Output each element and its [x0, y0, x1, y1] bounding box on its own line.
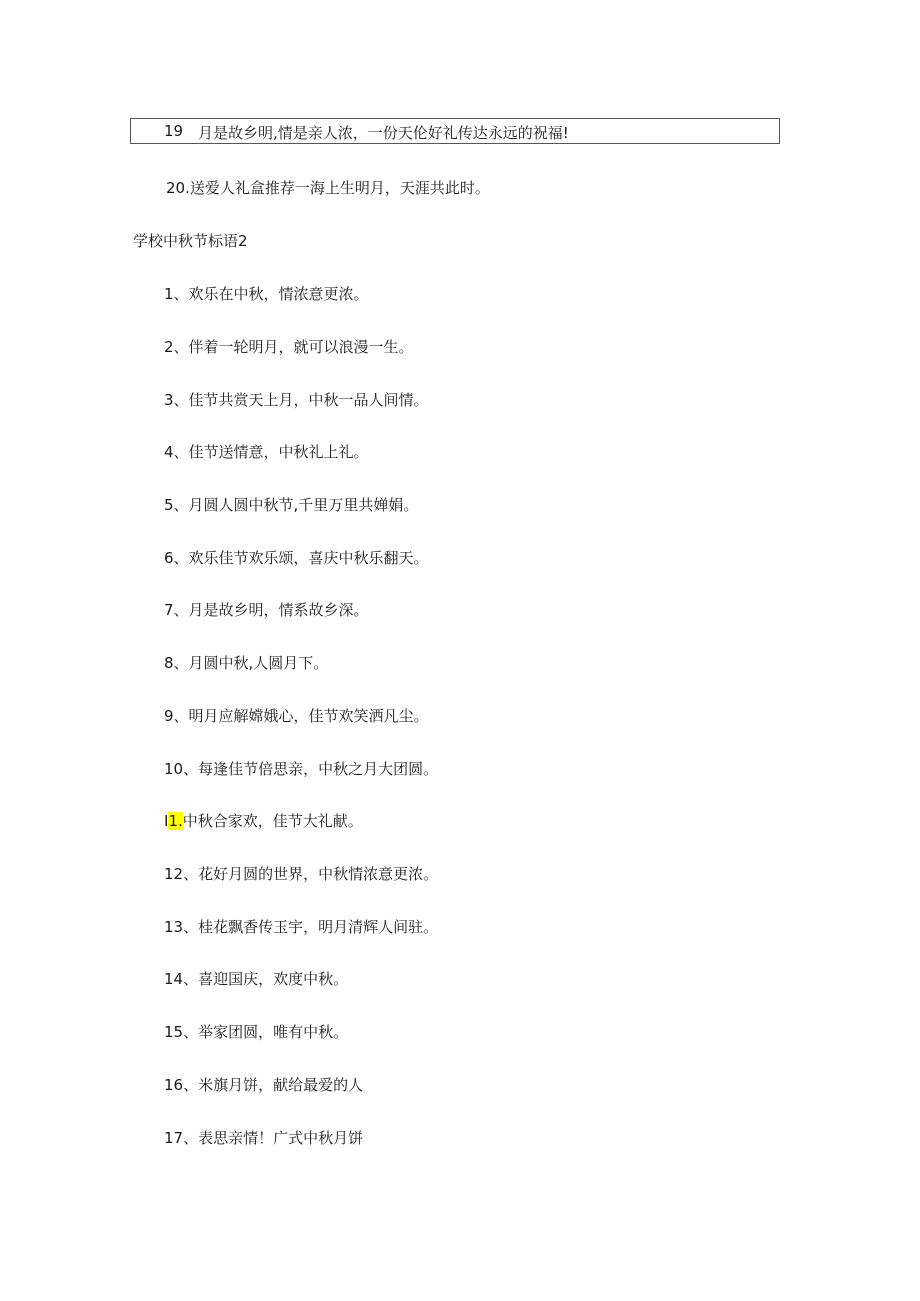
slogan-4: 4、佳节送情意，中秋礼上礼。 [164, 443, 369, 461]
slogan-20: 20.送爱人礼盒推荐一海上生明月，天涯共此时。 [166, 179, 490, 197]
boxed-slogan-19 [130, 118, 780, 144]
slogan-3: 3、佳节共赏天上月，中秋一品人间情。 [164, 391, 429, 409]
section-heading: 学校中秋节标语2 [133, 232, 248, 250]
item-text: 中秋合家欢，佳节大礼献。 [182, 812, 363, 830]
item-text: 月是故乡明,情是亲人浓，一份天伦好礼传达永远的祝福! [198, 124, 569, 142]
slogan-2: 2、伴着一轮明月，就可以浪漫一生。 [164, 338, 414, 356]
slogan-6: 6、欢乐佳节欢乐颂，喜庆中秋乐翻天。 [164, 549, 429, 567]
slogan-1: 1、欢乐在中秋，情浓意更浓。 [164, 285, 369, 303]
slogan-15: 15、举家团圆，唯有中秋。 [164, 1023, 349, 1041]
highlighted-number: 1. [168, 812, 183, 830]
slogan-16: 16、米旗月饼，献给最爱的人 [164, 1076, 364, 1094]
slogan-5: 5、月圆人圆中秋节,千里万里共婵娟。 [164, 496, 419, 514]
slogan-7: 7、月是故乡明，情系故乡深。 [164, 601, 369, 619]
slogan-13: 13、桂花飘香传玉宇，明月清辉人间驻。 [164, 918, 439, 936]
slogan-12: 12、花好月圆的世界，中秋情浓意更浓。 [164, 865, 439, 883]
slogan-11 [164, 811, 363, 831]
slogan-17: 17、表思亲情！广式中秋月饼 [164, 1129, 364, 1147]
slogan-9: 9、明月应解嫦娥心，佳节欢笑洒凡尘。 [164, 707, 429, 725]
item-prefix: I [164, 812, 169, 830]
item-number: 19 [164, 122, 184, 140]
slogan-8: 8、月圆中秋,人圆月下。 [164, 654, 329, 672]
slogan-10: 10、每逢佳节倍思亲，中秋之月大团圆。 [164, 760, 439, 778]
slogan-14: 14、喜迎国庆，欢度中秋。 [164, 970, 349, 988]
